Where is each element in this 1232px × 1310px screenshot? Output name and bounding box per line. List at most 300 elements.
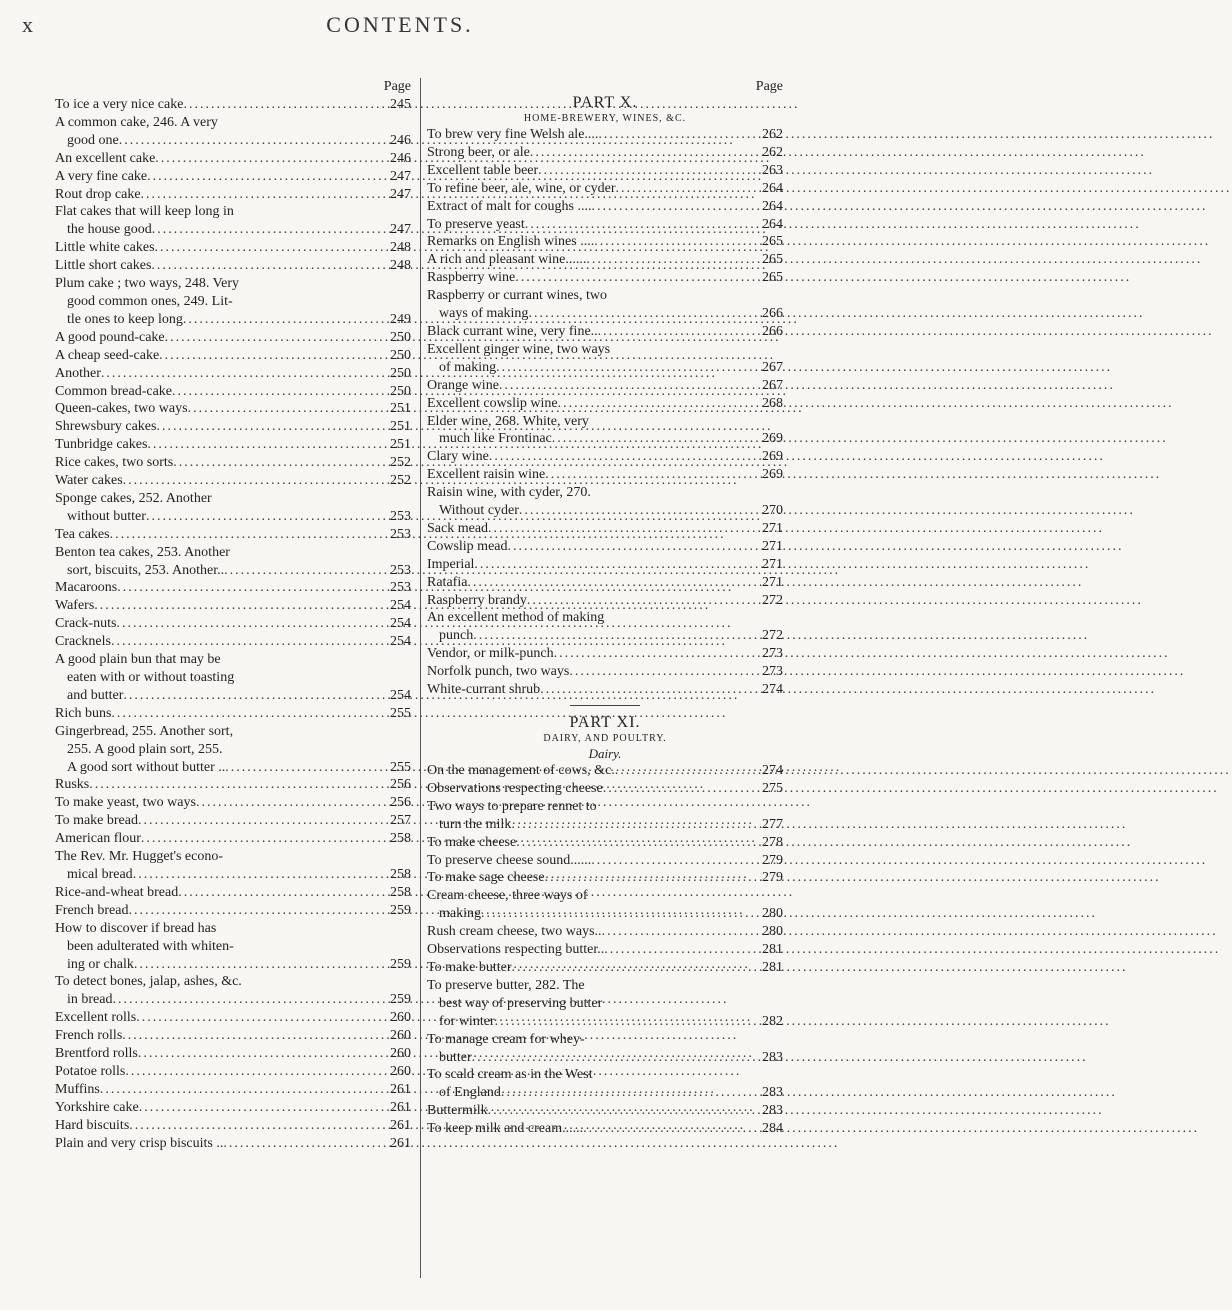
entry-page-number: 283 — [762, 1049, 783, 1065]
entry-title: Benton tea cakes, 253. Another — [55, 544, 230, 560]
entry-page-number: 267 — [762, 377, 783, 393]
entry-title: Little white cakes — [55, 240, 155, 256]
entry-title: Excellent cowslip wine — [427, 395, 558, 411]
entry-page-number: 263 — [762, 162, 783, 178]
dot-leader — [499, 377, 759, 395]
entry-page-number: 272 — [762, 628, 783, 644]
toc-entry — [427, 959, 783, 977]
entry-page-number: 258 — [390, 866, 411, 882]
entry-title: been adulterated with whiten- — [67, 938, 234, 954]
dot-leader — [569, 663, 759, 681]
entry-title: Raspberry or currant wines, two — [427, 288, 608, 304]
toc-entry — [427, 869, 783, 887]
entry-title: Plain and very crisp biscuits .. — [55, 1135, 224, 1151]
entry-page-number: 251 — [390, 419, 411, 435]
entry-title: mical bread — [67, 866, 133, 882]
entry-page-number: 255 — [390, 759, 411, 775]
toc-entry — [55, 203, 411, 221]
entry-page-number: 283 — [762, 1085, 783, 1101]
entry-page-number: 259 — [390, 992, 411, 1008]
entry-title: ways of making — [439, 306, 529, 322]
toc-entry — [55, 275, 411, 293]
entry-page-number: 251 — [390, 437, 411, 453]
entry-page-number: 261 — [390, 1081, 411, 1097]
toc-entry — [55, 418, 411, 436]
entry-title: Norfolk punch, two ways — [427, 664, 570, 680]
entry-title: Black currant wine, very fine.. — [427, 323, 598, 339]
toc-entry — [55, 221, 411, 239]
dot-leader — [183, 96, 387, 114]
dot-leader — [94, 597, 387, 615]
toc-entry — [427, 834, 783, 852]
dot-leader — [123, 687, 387, 705]
entry-page-number: 251 — [390, 401, 411, 417]
entry-page-number: 253 — [390, 562, 411, 578]
entry-title: To make bread — [55, 813, 138, 829]
dot-leader — [527, 592, 759, 610]
part-entry-list — [427, 762, 783, 1138]
dot-leader — [147, 168, 387, 186]
toc-entry — [427, 556, 783, 574]
toc-entry — [427, 198, 783, 216]
entry-page-number: 250 — [390, 383, 411, 399]
entry-title: Ratafia — [427, 574, 468, 590]
entry-title: To ice a very nice cake — [55, 97, 184, 112]
entry-title: Yorkshire cake — [55, 1099, 139, 1115]
entry-page-number: 252 — [390, 455, 411, 471]
toc-entry — [55, 1045, 411, 1063]
entry-title: Crack-nuts — [55, 616, 117, 632]
entry-title: To refine beer, ale, wine, or cyder — [427, 180, 616, 196]
entry-page-number: 258 — [390, 884, 411, 900]
dot-leader — [123, 472, 387, 490]
entry-title: Buttermilk — [427, 1103, 488, 1119]
dot-leader — [488, 1102, 759, 1120]
toc-entry — [55, 526, 411, 544]
toc-entry — [55, 365, 411, 383]
entry-title: Excellent ginger wine, two ways — [427, 341, 611, 357]
dot-leader — [225, 759, 387, 777]
toc-entry — [55, 114, 411, 132]
dot-leader — [151, 257, 387, 275]
dot-leader — [516, 834, 759, 852]
entry-title: French rolls — [55, 1028, 123, 1044]
dot-leader — [545, 869, 759, 887]
toc-entry — [427, 520, 783, 538]
dot-leader — [138, 1045, 387, 1063]
entry-page-number: 250 — [390, 329, 411, 345]
toc-entry — [427, 1084, 783, 1102]
dot-leader — [598, 126, 759, 144]
entry-title: Muffins — [55, 1081, 100, 1097]
toc-entry — [55, 1027, 411, 1045]
entry-title: of making — [439, 359, 497, 375]
dot-leader — [603, 780, 759, 798]
dot-leader — [474, 556, 759, 574]
toc-entry — [427, 413, 783, 431]
entry-page-number: 280 — [762, 906, 783, 922]
entry-page-number: 261 — [390, 1099, 411, 1115]
entry-page-number: 274 — [762, 763, 783, 778]
toc-entry — [427, 681, 783, 699]
toc-entry — [55, 311, 411, 329]
toc-entry — [427, 1120, 783, 1138]
toc-entry — [55, 579, 411, 597]
entry-page-number: 269 — [762, 467, 783, 483]
entry-title: Orange wine — [427, 377, 499, 393]
dot-leader — [495, 1013, 759, 1031]
toc-entry — [427, 645, 783, 663]
entry-title: in bread — [67, 992, 113, 1008]
dot-leader — [129, 1117, 387, 1135]
dot-leader — [196, 794, 387, 812]
part-title: PART X. — [572, 94, 638, 111]
toc-entry — [55, 866, 411, 884]
toc-entry — [427, 609, 783, 627]
toc-entry — [427, 162, 783, 180]
toc-entry — [427, 663, 783, 681]
toc-entry — [55, 1117, 411, 1135]
dot-leader — [112, 991, 387, 1009]
dot-leader — [134, 956, 387, 974]
entry-title: Raisin wine, with cyder, 270. — [427, 485, 591, 501]
toc-entry — [55, 257, 411, 275]
toc-entry — [427, 905, 783, 923]
entry-page-number: 246 — [390, 132, 411, 148]
entry-page-number: 249 — [390, 311, 411, 327]
entry-title: To brew very fine Welsh ale.... — [427, 127, 599, 142]
dot-leader — [101, 365, 387, 383]
toc-entry — [55, 454, 411, 472]
entry-page-number: 248 — [390, 240, 411, 256]
entry-title: Raspberry wine — [427, 270, 516, 286]
entry-page-number: 265 — [762, 270, 783, 286]
dot-leader — [141, 830, 387, 848]
toc-entry — [55, 508, 411, 526]
toc-entry — [427, 484, 783, 502]
toc-entry — [55, 991, 411, 1009]
page-column-label: Page — [383, 79, 411, 94]
toc-entry — [55, 973, 411, 991]
toc-entry — [427, 574, 783, 592]
toc-entry — [55, 938, 411, 956]
toc-entry — [55, 723, 411, 741]
entry-title: Elder wine, 268. White, very — [427, 413, 589, 429]
entry-page-number: 284 — [762, 1121, 783, 1137]
entry-page-number: 260 — [390, 1010, 411, 1026]
entry-title: An excellent method of making — [427, 610, 605, 626]
dot-leader — [598, 323, 759, 341]
toc-entry — [427, 359, 783, 377]
entry-page-number: 280 — [762, 924, 783, 940]
toc-entry — [427, 180, 783, 198]
dot-leader — [178, 884, 387, 902]
part-entry-list — [427, 126, 783, 699]
entry-page-number: 266 — [762, 306, 783, 322]
toc-entry — [427, 627, 783, 645]
toc-entry — [55, 132, 411, 150]
entry-title: Rice-and-wheat bread — [55, 884, 179, 900]
entry-title: A good pound-cake — [55, 329, 165, 345]
toc-entry — [427, 395, 783, 413]
section-divider — [570, 705, 640, 706]
part-subtitle: HOME-BREWERY, WINES, &C. — [523, 113, 687, 124]
dot-leader — [519, 502, 759, 520]
dot-leader — [540, 681, 759, 699]
entry-title: eaten with or without toasting — [67, 670, 235, 685]
toc-entry — [427, 780, 783, 798]
entry-title: much like Frontinac — [439, 431, 552, 447]
entry-title: Rich buns — [55, 705, 112, 721]
entry-title: sort, biscuits, 253. Another.. — [67, 562, 225, 578]
dot-leader — [156, 418, 387, 436]
dot-leader — [125, 1063, 387, 1081]
dot-leader — [89, 776, 387, 794]
entry-page-number: 256 — [390, 777, 411, 793]
entry-title: Shrewsbury cakes — [55, 419, 157, 435]
entry-title: Wafers — [55, 598, 95, 614]
entry-page-number: 282 — [762, 1013, 783, 1029]
entry-title: A good plain bun that may be — [55, 652, 221, 668]
entry-page-number: 257 — [390, 813, 411, 829]
entry-page-number: 253 — [390, 526, 411, 542]
entry-page-number: 248 — [390, 258, 411, 274]
dot-leader — [591, 198, 759, 216]
entry-title: Rice cakes, two sorts — [55, 455, 174, 471]
entry-page-number: 278 — [762, 834, 783, 850]
entry-title: To preserve yeast — [427, 216, 525, 232]
entry-title: Cowslip mead — [427, 538, 508, 554]
entry-title: An excellent cake — [55, 150, 156, 166]
entry-page-number: 258 — [390, 831, 411, 847]
toc-entry — [427, 287, 783, 305]
entry-title: Raspberry brandy — [427, 592, 527, 608]
entry-title: To scald cream as in the West — [427, 1067, 593, 1083]
entry-title: Flat cakes that will keep long in — [55, 204, 234, 220]
toc-entry — [427, 1049, 783, 1067]
dot-leader — [183, 311, 387, 329]
entry-title: ing or chalk — [67, 956, 134, 972]
entry-title: of England — [439, 1085, 501, 1101]
entry-page-number: 281 — [762, 942, 783, 958]
entry-title: Extract of malt for coughs .... — [427, 198, 592, 214]
toc-entry — [55, 1063, 411, 1081]
entry-page-number: 264 — [762, 198, 783, 214]
toc-entry — [55, 293, 411, 311]
entry-page-number: 273 — [762, 664, 783, 680]
entry-title: Without cyder — [439, 503, 519, 519]
dot-leader — [159, 347, 387, 365]
dot-leader — [473, 627, 759, 645]
left-column — [55, 78, 411, 1152]
toc-entry — [55, 920, 411, 938]
entry-page-number: 269 — [762, 431, 783, 447]
entry-title: French bread — [55, 902, 129, 918]
entry-page-number: 246 — [390, 150, 411, 166]
entry-title: Water cakes — [55, 473, 123, 489]
dot-leader — [223, 1135, 387, 1153]
entry-page-number: 264 — [762, 216, 783, 232]
dot-leader — [100, 1081, 387, 1099]
toc-entry — [55, 687, 411, 705]
toc-entry — [427, 923, 783, 941]
entry-title: A common cake, 246. A very — [55, 114, 218, 130]
entry-title: the house good — [67, 222, 152, 238]
entry-title: To make sage cheese — [427, 870, 545, 886]
dot-leader — [117, 579, 387, 597]
entry-title: Vendor, or milk-punch — [427, 646, 554, 662]
dot-leader — [111, 705, 387, 723]
entry-title: To manage cream for whey- — [427, 1031, 585, 1047]
entry-title: To preserve cheese sound...... — [427, 852, 592, 868]
entry-title: turn the milk — [439, 816, 512, 832]
dot-leader — [538, 162, 759, 180]
entry-page-number: 254 — [390, 598, 411, 614]
entry-title: To detect bones, jalap, ashes, &c. — [55, 974, 242, 990]
entry-page-number: 259 — [390, 956, 411, 972]
section-subtitle: Dairy. — [588, 746, 622, 761]
page-header — [0, 0, 800, 60]
entry-title: Rusks — [55, 777, 90, 793]
entry-title: Hard biscuits — [55, 1117, 130, 1133]
entry-title: Tunbridge cakes — [55, 437, 148, 453]
dot-leader — [472, 1049, 759, 1067]
entry-title: To make yeast, two ways — [55, 795, 196, 811]
entry-page-number: 268 — [762, 395, 783, 411]
entry-page-number: 279 — [762, 870, 783, 886]
dot-leader — [481, 905, 759, 923]
entry-page-number: 260 — [390, 1063, 411, 1079]
toc-entry — [55, 812, 411, 830]
entry-title: A good sort without butter .. — [67, 759, 226, 775]
toc-entry — [55, 848, 411, 866]
toc-entry — [55, 794, 411, 812]
toc-entry — [427, 1066, 783, 1084]
toc-entry — [427, 377, 783, 395]
dot-leader — [152, 221, 387, 239]
entry-page-number: 247 — [390, 186, 411, 202]
entry-title: White-currant shrub — [427, 682, 541, 698]
dot-leader — [147, 436, 387, 454]
entry-title: Macaroons — [55, 580, 118, 596]
toc-entry — [55, 1135, 411, 1153]
toc-entry — [427, 977, 783, 995]
dot-leader — [116, 615, 387, 633]
dot-leader — [545, 466, 759, 484]
entry-title: tle ones to keep long — [67, 311, 183, 327]
entry-title: A cheap seed-cake — [55, 347, 160, 363]
dot-leader — [173, 454, 387, 472]
entry-page-number: 262 — [762, 144, 783, 160]
dot-leader — [122, 1027, 387, 1045]
dot-leader — [155, 150, 387, 168]
entry-title: Excellent table beer — [427, 162, 539, 178]
toc-entry — [55, 186, 411, 204]
entry-title: Cream cheese, three ways of — [427, 888, 588, 904]
entry-title: American flour — [55, 831, 141, 847]
left-entry-list — [55, 96, 411, 1152]
dot-leader — [515, 269, 759, 287]
toc-entry — [427, 1031, 783, 1049]
toc-entry — [55, 741, 411, 759]
dot-leader — [165, 329, 387, 347]
entry-title: for winter — [439, 1013, 495, 1029]
entry-page-number: 271 — [762, 520, 783, 536]
toc-entry — [55, 651, 411, 669]
dot-leader — [512, 959, 759, 977]
toc-entry — [55, 615, 411, 633]
dot-leader — [119, 132, 387, 150]
entry-title: A very fine cake — [55, 168, 148, 184]
toc-entry — [55, 544, 411, 562]
entry-title: and butter — [67, 687, 124, 703]
entry-title: Strong beer, or ale — [427, 144, 530, 160]
toc-entry — [427, 323, 783, 341]
entry-title: Observations respecting butter.. — [427, 942, 605, 958]
running-title: CONTENTS. — [326, 12, 474, 37]
entry-title: Sponge cakes, 252. Another — [55, 490, 212, 506]
toc-entry — [55, 239, 411, 257]
dot-leader — [146, 508, 387, 526]
toc-entry — [427, 448, 783, 466]
dot-leader — [604, 941, 759, 959]
entry-title: A rich and pleasant wine...... — [427, 252, 587, 268]
entry-page-number: 260 — [390, 1046, 411, 1062]
toc-entry — [427, 995, 783, 1013]
dot-leader — [501, 1084, 759, 1102]
entry-page-number: 254 — [390, 634, 411, 650]
entry-page-number: 265 — [762, 252, 783, 268]
toc-entry — [427, 126, 783, 144]
entry-title: butter — [439, 1049, 472, 1065]
entry-title: Rush cream cheese, two ways.. — [427, 924, 602, 940]
entry-page-number: 245 — [390, 97, 411, 112]
toc-entry — [427, 1013, 783, 1031]
entry-title: To make cheese — [427, 834, 517, 850]
toc-entry — [427, 305, 783, 323]
entry-title: Clary wine — [427, 449, 489, 465]
toc-entry — [55, 329, 411, 347]
entry-page-number: 256 — [390, 795, 411, 811]
dot-leader — [111, 633, 387, 651]
entry-page-number: 253 — [390, 580, 411, 596]
dot-leader — [224, 562, 387, 580]
toc-entry — [427, 466, 783, 484]
entry-page-number: 254 — [390, 687, 411, 703]
dot-leader — [616, 180, 759, 198]
toc-entry — [55, 400, 411, 418]
toc-entry — [427, 816, 783, 834]
dot-leader — [136, 1009, 387, 1027]
entry-title: To make butter — [427, 959, 512, 975]
dot-leader — [141, 186, 387, 204]
toc-entry — [55, 96, 411, 114]
entry-title: Imperial — [427, 556, 475, 572]
entry-page-number: 272 — [762, 592, 783, 608]
entry-title: To keep milk and cream...... — [427, 1121, 584, 1137]
entry-page-number: 271 — [762, 538, 783, 554]
entry-page-number: 255 — [390, 705, 411, 721]
toc-entry — [55, 347, 411, 365]
toc-entry — [427, 538, 783, 556]
entry-page-number: 250 — [390, 365, 411, 381]
entry-page-number: 265 — [762, 234, 783, 250]
dot-leader — [554, 645, 759, 663]
toc-entry — [55, 436, 411, 454]
entry-title: Queen-cakes, two ways — [55, 401, 188, 417]
entry-page-number: 261 — [390, 1117, 411, 1133]
dot-leader — [467, 574, 759, 592]
